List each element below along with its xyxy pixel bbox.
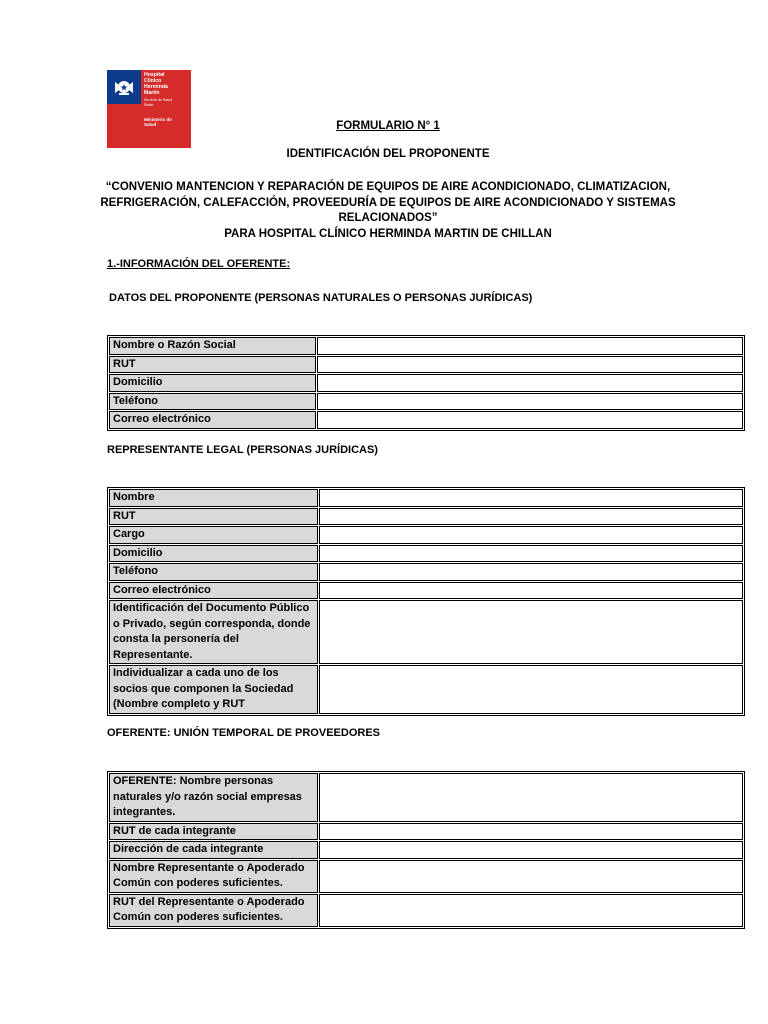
table-row — [109, 545, 743, 563]
row-label: Nombre — [109, 489, 318, 507]
row-label: Teléfono — [109, 393, 316, 411]
row-value-field[interactable] — [319, 894, 743, 927]
row-label: Nombre o Razón Social — [109, 337, 316, 355]
row-value-field[interactable] — [319, 563, 743, 581]
row-label: Domicilio — [109, 374, 316, 392]
row-value-field[interactable] — [317, 356, 743, 374]
table-row — [109, 665, 743, 714]
row-value-field[interactable] — [317, 374, 743, 392]
oferente-table — [107, 771, 745, 929]
table-row — [109, 393, 743, 411]
row-value-field[interactable] — [319, 582, 743, 600]
coat-of-arms-icon — [107, 70, 141, 104]
table-row — [109, 773, 743, 822]
table-row — [109, 526, 743, 544]
row-label: Teléfono — [109, 563, 318, 581]
table-row — [109, 563, 743, 581]
row-label: RUT — [109, 508, 318, 526]
row-value-field[interactable] — [319, 773, 743, 822]
row-value-field[interactable] — [317, 393, 743, 411]
row-value-field[interactable] — [319, 823, 743, 841]
proponente-table — [107, 335, 745, 431]
representante-table — [107, 487, 745, 716]
row-label: Correo electrónico — [109, 582, 318, 600]
table-row — [109, 337, 743, 355]
form-subtitle: IDENTIFICACIÓN DEL PROPONENTE — [286, 148, 490, 160]
row-label: RUT del Representante o Apoderado Común con poderes suficientes. — [109, 894, 318, 927]
section-heading-info: 1.-INFORMACIÓN DEL OFERENTE: — [107, 258, 291, 270]
table-row — [109, 508, 743, 526]
row-value-field[interactable] — [319, 526, 743, 544]
section-heading-oferente: OFERENTE: UNIÓN TEMPORAL DE PROVEEDORES — [107, 727, 380, 739]
row-value-field[interactable] — [317, 337, 743, 355]
row-label: Correo electrónico — [109, 411, 316, 429]
table-row — [109, 489, 743, 507]
row-label: Identificación del Documento Público o Privado, según corresponda, donde consta la personería del Representante. — [109, 600, 318, 664]
row-label: Nombre Representante o Apoderado Común con poderes suficientes. — [109, 860, 318, 893]
section-heading-datos: DATOS DEL PROPONENTE (PERSONAS NATURALES O PERSONAS JURÍDICAS) — [109, 292, 533, 304]
table-row — [109, 356, 743, 374]
row-value-field[interactable] — [319, 841, 743, 859]
section-heading-representante: REPRESENTANTE LEGAL (PERSONAS JURÍDICAS) — [107, 444, 378, 456]
row-value-field[interactable] — [319, 545, 743, 563]
row-value-field[interactable] — [319, 508, 743, 526]
form-title: FORMULARIO N° 1 — [336, 120, 440, 132]
row-label: Individualizar a cada uno de los socios que componen la Sociedad (Nombre completo y RUT — [109, 665, 318, 714]
hospital-logo — [107, 70, 191, 148]
table-row — [109, 841, 743, 859]
table-row — [109, 374, 743, 392]
row-value-field[interactable] — [317, 411, 743, 429]
row-label: OFERENTE: Nombre personas naturales y/o razón social empresas integrantes. — [109, 773, 318, 822]
table-row — [109, 894, 743, 927]
row-value-field[interactable] — [319, 860, 743, 893]
logo-text: Hospital Clínico Herminda Martin Servicio de Salud Ñuble Ministerio de Salud — [141, 70, 191, 148]
table-row — [109, 823, 743, 841]
row-value-field[interactable] — [319, 665, 743, 714]
table-row — [109, 860, 743, 893]
table-row — [109, 600, 743, 664]
row-value-field[interactable] — [319, 600, 743, 664]
table-row — [109, 411, 743, 429]
row-value-field[interactable] — [319, 489, 743, 507]
row-label: RUT — [109, 356, 316, 374]
row-label: Domicilio — [109, 545, 318, 563]
row-label: Cargo — [109, 526, 318, 544]
contract-title: “CONVENIO MANTENCION Y REPARACIÓN DE EQUIPOS DE AIRE ACONDICIONADO, CLIMATIZACION, REFRIGERACIÓN, CALEFACCIÓN, PROVEEDURÍA DE EQUIPOS DE AIRE ACONDICIONADO Y SISTEMAS RELACIONADOS” PARA HOSPITAL CLÍNICO HERMINDA MARTIN DE CHILLAN — [100, 181, 676, 240]
row-label: Dirección de cada integrante — [109, 841, 318, 859]
table-row — [109, 582, 743, 600]
row-label: RUT de cada integrante — [109, 823, 318, 841]
